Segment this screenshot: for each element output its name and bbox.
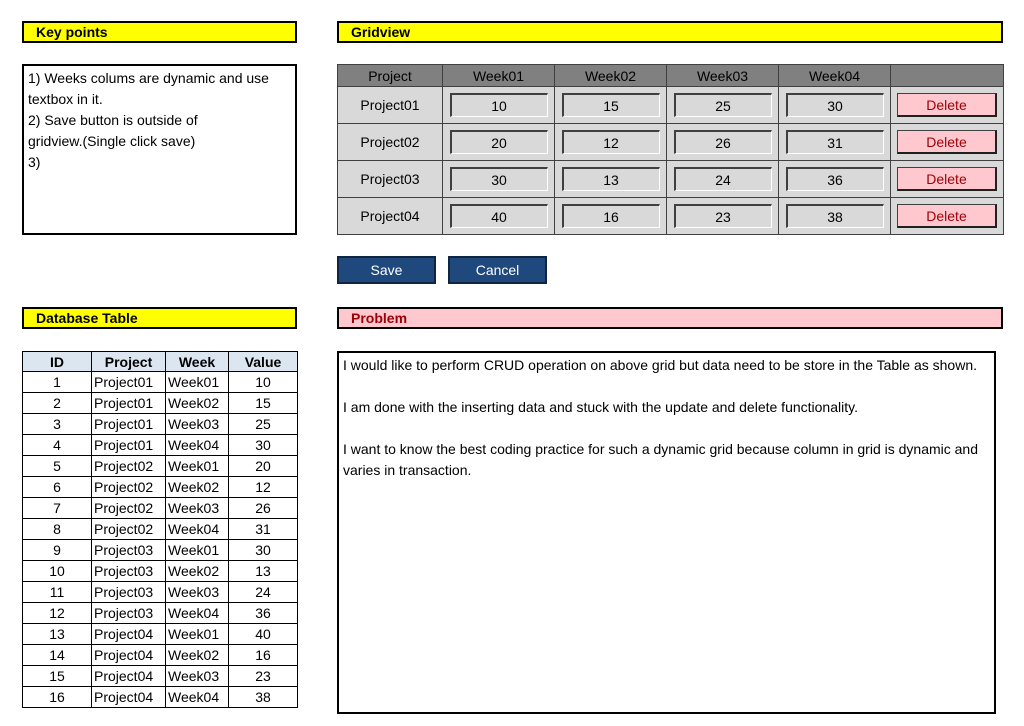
db-cell: Week01 xyxy=(166,456,229,477)
grid-week-cell xyxy=(779,87,891,124)
table-row xyxy=(23,561,298,582)
table-row xyxy=(23,456,298,477)
db-cell: Project01 xyxy=(92,435,166,456)
key-point-line: 3) xyxy=(28,154,41,170)
db-cell: 38 xyxy=(229,687,298,708)
problem-line: I want to know the best coding practice for such a dynamic grid because column in grid is dynamic and varies in transaction. xyxy=(343,441,978,478)
grid-week-cell xyxy=(667,87,779,124)
grid-week-cell xyxy=(555,161,667,198)
grid-week-cell xyxy=(667,161,779,198)
db-cell: 13 xyxy=(23,624,92,645)
week-value-input[interactable] xyxy=(674,204,772,228)
database-table-header: Database Table xyxy=(22,307,297,329)
database-table xyxy=(22,351,298,708)
grid-action-cell xyxy=(891,161,1004,198)
db-cell: Project03 xyxy=(92,540,166,561)
db-cell: Week03 xyxy=(166,666,229,687)
grid-week-cell xyxy=(443,87,555,124)
db-cell: 24 xyxy=(229,582,298,603)
db-cell: 16 xyxy=(229,645,298,666)
table-row xyxy=(23,498,298,519)
grid-week-cell xyxy=(667,198,779,235)
db-cell: 6 xyxy=(23,477,92,498)
db-cell: Project04 xyxy=(92,666,166,687)
db-cell: 10 xyxy=(23,561,92,582)
grid-row xyxy=(338,124,1004,161)
grid-column-header: Week03 xyxy=(667,65,779,87)
grid-row xyxy=(338,87,1004,124)
problem-box xyxy=(337,351,996,714)
grid-row xyxy=(338,161,1004,198)
week-value-input[interactable] xyxy=(450,93,548,117)
grid-row xyxy=(338,198,1004,235)
db-column-header: Week xyxy=(166,352,229,372)
table-row xyxy=(23,372,298,393)
db-cell: 4 xyxy=(23,435,92,456)
week-value-input[interactable] xyxy=(786,130,884,154)
db-cell: 12 xyxy=(23,603,92,624)
grid-week-cell xyxy=(555,124,667,161)
db-cell: 7 xyxy=(23,498,92,519)
week-value-input[interactable] xyxy=(562,130,660,154)
db-column-header: Value xyxy=(229,352,298,372)
week-value-input[interactable] xyxy=(562,167,660,191)
grid-column-header: Week02 xyxy=(555,65,667,87)
grid-project-cell: Project03 xyxy=(338,161,443,198)
db-cell: 1 xyxy=(23,372,92,393)
db-cell: 9 xyxy=(23,540,92,561)
grid-week-cell xyxy=(443,124,555,161)
db-cell: 31 xyxy=(229,519,298,540)
problem-header: Problem xyxy=(337,307,1003,329)
table-row xyxy=(23,645,298,666)
grid-week-cell xyxy=(779,124,891,161)
db-cell: 2 xyxy=(23,393,92,414)
table-row xyxy=(23,519,298,540)
grid-week-cell xyxy=(443,198,555,235)
table-row xyxy=(23,603,298,624)
grid-week-cell xyxy=(779,198,891,235)
db-cell: Week02 xyxy=(166,393,229,414)
db-cell: Week04 xyxy=(166,603,229,624)
gridview-table xyxy=(337,64,1004,235)
week-value-input[interactable] xyxy=(450,204,548,228)
grid-action-cell xyxy=(891,198,1004,235)
key-point-line: gridview.(Single click save) xyxy=(28,133,196,149)
week-value-input[interactable] xyxy=(562,93,660,117)
problem-line xyxy=(343,418,990,439)
db-cell: 36 xyxy=(229,603,298,624)
week-value-input[interactable] xyxy=(674,93,772,117)
delete-button[interactable]: Delete xyxy=(897,167,997,191)
db-cell: Project02 xyxy=(92,456,166,477)
db-cell: 25 xyxy=(229,414,298,435)
db-cell: 12 xyxy=(229,477,298,498)
grid-project-cell: Project02 xyxy=(338,124,443,161)
db-cell: 26 xyxy=(229,498,298,519)
db-cell: Week01 xyxy=(166,624,229,645)
db-cell: Week02 xyxy=(166,561,229,582)
db-cell: Project02 xyxy=(92,498,166,519)
db-cell: 30 xyxy=(229,435,298,456)
db-cell: Project01 xyxy=(92,393,166,414)
delete-button[interactable]: Delete xyxy=(897,204,997,228)
db-cell: Project04 xyxy=(92,645,166,666)
grid-project-cell: Project04 xyxy=(338,198,443,235)
table-row xyxy=(23,477,298,498)
table-row xyxy=(23,624,298,645)
gridview-header: Gridview xyxy=(337,21,1003,43)
grid-column-header: Week01 xyxy=(443,65,555,87)
table-row xyxy=(23,393,298,414)
db-cell: 23 xyxy=(229,666,298,687)
db-cell: Week04 xyxy=(166,519,229,540)
table-row xyxy=(23,435,298,456)
db-cell: Project01 xyxy=(92,414,166,435)
db-cell: 15 xyxy=(229,393,298,414)
db-cell: Week02 xyxy=(166,645,229,666)
week-value-input[interactable] xyxy=(786,204,884,228)
grid-action-cell xyxy=(891,124,1004,161)
table-row xyxy=(23,582,298,603)
db-cell: Week03 xyxy=(166,498,229,519)
week-value-input[interactable] xyxy=(786,167,884,191)
db-cell: 15 xyxy=(23,666,92,687)
week-value-input[interactable] xyxy=(674,130,772,154)
problem-line: I am done with the inserting data and stuck with the update and delete functionality. xyxy=(343,399,858,415)
db-column-header: Project xyxy=(92,352,166,372)
db-cell: Week04 xyxy=(166,687,229,708)
db-cell: Week01 xyxy=(166,372,229,393)
key-points-header: Key points xyxy=(22,21,297,43)
grid-week-cell xyxy=(555,198,667,235)
db-column-header: ID xyxy=(23,352,92,372)
table-row xyxy=(23,666,298,687)
db-cell: Week03 xyxy=(166,414,229,435)
delete-button[interactable]: Delete xyxy=(897,130,997,154)
db-cell: Project02 xyxy=(92,519,166,540)
save-button[interactable]: Save xyxy=(337,256,436,284)
key-points-box xyxy=(22,64,297,235)
week-value-input[interactable] xyxy=(450,167,548,191)
db-cell: Week04 xyxy=(166,435,229,456)
problem-line xyxy=(343,376,990,397)
db-cell: Project04 xyxy=(92,624,166,645)
db-cell: 16 xyxy=(23,687,92,708)
grid-column-header xyxy=(891,65,1004,87)
grid-column-header: Week04 xyxy=(779,65,891,87)
db-cell: Project03 xyxy=(92,561,166,582)
db-cell: Project03 xyxy=(92,582,166,603)
db-cell: 14 xyxy=(23,645,92,666)
db-cell: Project04 xyxy=(92,687,166,708)
week-value-input[interactable] xyxy=(562,204,660,228)
db-cell: Project02 xyxy=(92,477,166,498)
grid-column-header: Project xyxy=(338,65,443,87)
db-cell: 3 xyxy=(23,414,92,435)
grid-week-cell xyxy=(443,161,555,198)
db-cell: 8 xyxy=(23,519,92,540)
cancel-button[interactable]: Cancel xyxy=(448,256,547,284)
grid-week-cell xyxy=(779,161,891,198)
grid-week-cell xyxy=(667,124,779,161)
table-row xyxy=(23,540,298,561)
key-point-line: 2) Save button is outside of xyxy=(28,112,198,128)
db-cell: Week02 xyxy=(166,477,229,498)
table-row xyxy=(23,687,298,708)
table-row xyxy=(23,414,298,435)
grid-project-cell: Project01 xyxy=(338,87,443,124)
db-cell: 10 xyxy=(229,372,298,393)
db-cell: Project03 xyxy=(92,603,166,624)
db-cell: 5 xyxy=(23,456,92,477)
key-point-line: 1) Weeks colums are dynamic and use xyxy=(28,70,269,86)
db-cell: 40 xyxy=(229,624,298,645)
db-cell: 30 xyxy=(229,540,298,561)
delete-button[interactable]: Delete xyxy=(897,93,997,117)
week-value-input[interactable] xyxy=(450,130,548,154)
problem-line: I would like to perform CRUD operation on above grid but data need to be store in the Table as shown. xyxy=(343,357,978,373)
db-cell: Project01 xyxy=(92,372,166,393)
db-cell: Week01 xyxy=(166,540,229,561)
week-value-input[interactable] xyxy=(786,93,884,117)
week-value-input[interactable] xyxy=(674,167,772,191)
grid-action-cell xyxy=(891,87,1004,124)
db-cell: 20 xyxy=(229,456,298,477)
db-cell: Week03 xyxy=(166,582,229,603)
key-point-line: textbox in it. xyxy=(28,91,103,107)
grid-week-cell xyxy=(555,87,667,124)
db-cell: 11 xyxy=(23,582,92,603)
db-cell: 13 xyxy=(229,561,298,582)
